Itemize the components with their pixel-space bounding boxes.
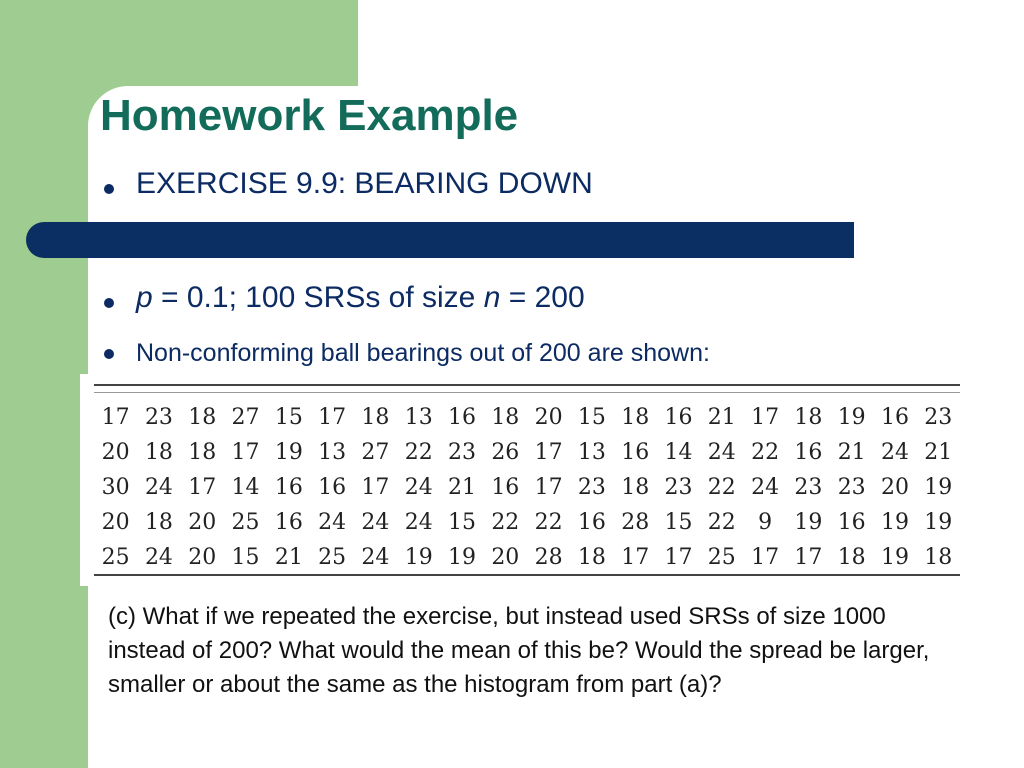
table-cell: 17 xyxy=(361,475,390,500)
table-cell: 30 xyxy=(101,475,130,500)
table-cell: 28 xyxy=(534,545,563,570)
bullet-exercise xyxy=(104,164,593,204)
table-cell: 24 xyxy=(318,510,347,535)
table-cell: 18 xyxy=(577,545,606,570)
table-cell: 17 xyxy=(751,405,780,430)
table-row xyxy=(94,435,960,470)
table-cell: 19 xyxy=(924,510,953,535)
table-cell: 23 xyxy=(144,405,173,430)
table-row xyxy=(94,470,960,505)
table-cell: 18 xyxy=(144,510,173,535)
n-value-text: = 200 xyxy=(500,281,585,314)
table-cell: 21 xyxy=(837,440,866,465)
table-cell: 19 xyxy=(448,545,477,570)
table-cell: 24 xyxy=(751,475,780,500)
table-cell: 22 xyxy=(707,475,736,500)
table-cell: 16 xyxy=(621,440,650,465)
table-cell: 16 xyxy=(448,405,477,430)
bullet-text xyxy=(136,278,585,318)
bullet-text: Non-conforming ball bearings out of 200 are shown: xyxy=(136,339,710,367)
table-cell: 18 xyxy=(361,405,390,430)
table-cell: 21 xyxy=(274,545,303,570)
table-row xyxy=(94,400,960,435)
table-cell: 16 xyxy=(837,510,866,535)
table-cell: 17 xyxy=(534,440,563,465)
table-cell: 20 xyxy=(534,405,563,430)
table-cell: 18 xyxy=(621,405,650,430)
table-cell: 17 xyxy=(794,545,823,570)
table-cell: 9 xyxy=(758,510,773,535)
table-cell: 24 xyxy=(880,440,909,465)
data-grid xyxy=(94,400,960,575)
table-cell: 16 xyxy=(318,475,347,500)
table-cell: 18 xyxy=(188,440,217,465)
table-cell: 19 xyxy=(794,510,823,535)
table-cell: 18 xyxy=(144,440,173,465)
table-cell: 28 xyxy=(621,510,650,535)
bullet-description xyxy=(104,336,710,370)
table-cell: 20 xyxy=(188,545,217,570)
table-cell: 13 xyxy=(577,440,606,465)
table-cell: 18 xyxy=(621,475,650,500)
question-text: (c) What if we repeated the exercise, but instead used SRSs of size 1000 instead of 200? What would the mean of this be? Would the spread be larger, smaller or about the same as the histogram from part (a)? xyxy=(108,603,930,698)
table-cell: 16 xyxy=(491,475,520,500)
table-cell: 16 xyxy=(577,510,606,535)
table-cell: 20 xyxy=(101,510,130,535)
table-cell: 13 xyxy=(404,405,433,430)
table-cell: 27 xyxy=(231,405,260,430)
table-rule xyxy=(94,574,960,576)
table-cell: 23 xyxy=(794,475,823,500)
table-cell: 17 xyxy=(621,545,650,570)
table-cell: 25 xyxy=(707,545,736,570)
table-cell: 23 xyxy=(837,475,866,500)
table-cell: 24 xyxy=(707,440,736,465)
table-rule xyxy=(94,392,960,393)
top-background xyxy=(358,0,1024,86)
table-cell: 17 xyxy=(188,475,217,500)
table-cell: 24 xyxy=(144,475,173,500)
table-cell: 16 xyxy=(880,405,909,430)
p-symbol: p xyxy=(136,281,153,314)
bullet-dot-icon xyxy=(104,184,114,194)
table-cell: 16 xyxy=(274,510,303,535)
table-cell: 23 xyxy=(448,440,477,465)
table-cell: 18 xyxy=(924,545,953,570)
table-cell: 14 xyxy=(231,475,260,500)
table-cell: 20 xyxy=(188,510,217,535)
table-cell: 19 xyxy=(837,405,866,430)
table-cell: 25 xyxy=(231,510,260,535)
table-cell: 24 xyxy=(144,545,173,570)
data-table-image xyxy=(80,374,970,586)
table-cell: 25 xyxy=(318,545,347,570)
table-cell: 19 xyxy=(404,545,433,570)
table-cell: 19 xyxy=(924,475,953,500)
table-cell: 20 xyxy=(491,545,520,570)
table-cell: 19 xyxy=(880,545,909,570)
table-cell: 22 xyxy=(404,440,433,465)
table-cell: 19 xyxy=(274,440,303,465)
table-cell: 17 xyxy=(664,545,693,570)
table-cell: 16 xyxy=(664,405,693,430)
table-cell: 17 xyxy=(231,440,260,465)
table-cell: 25 xyxy=(101,545,130,570)
table-cell: 24 xyxy=(404,475,433,500)
table-cell: 20 xyxy=(880,475,909,500)
bullet-text: EXERCISE 9.9: BEARING DOWN xyxy=(136,167,593,200)
table-cell: 18 xyxy=(794,405,823,430)
bullet-dot-icon xyxy=(104,349,114,359)
table-cell: 15 xyxy=(577,405,606,430)
slide-title: Homework Example xyxy=(100,91,519,140)
table-cell: 13 xyxy=(318,440,347,465)
table-cell: 21 xyxy=(707,405,736,430)
table-cell: 23 xyxy=(577,475,606,500)
table-cell: 27 xyxy=(361,440,390,465)
table-cell: 17 xyxy=(318,405,347,430)
table-cell: 22 xyxy=(491,510,520,535)
table-cell: 16 xyxy=(274,475,303,500)
table-row xyxy=(94,505,960,540)
table-cell: 17 xyxy=(751,545,780,570)
table-cell: 15 xyxy=(274,405,303,430)
table-cell: 24 xyxy=(404,510,433,535)
table-cell: 22 xyxy=(534,510,563,535)
bullet-parameters xyxy=(104,278,585,318)
table-cell: 19 xyxy=(880,510,909,535)
p-value-text: = 0.1; 100 SRSs of size xyxy=(152,281,484,314)
table-cell: 24 xyxy=(361,510,390,535)
n-symbol: n xyxy=(483,281,501,314)
table-cell: 24 xyxy=(361,545,390,570)
table-cell: 18 xyxy=(491,405,520,430)
table-cell: 14 xyxy=(664,440,693,465)
divider-bar xyxy=(26,222,854,258)
bullet-dot-icon xyxy=(104,298,114,308)
table-cell: 21 xyxy=(448,475,477,500)
table-cell: 17 xyxy=(101,405,130,430)
table-cell: 23 xyxy=(924,405,953,430)
table-cell: 20 xyxy=(101,440,130,465)
table-cell: 17 xyxy=(534,475,563,500)
table-cell: 22 xyxy=(751,440,780,465)
table-cell: 26 xyxy=(491,440,520,465)
table-cell: 23 xyxy=(664,475,693,500)
table-cell: 15 xyxy=(231,545,260,570)
table-cell: 21 xyxy=(924,440,953,465)
table-cell: 22 xyxy=(707,510,736,535)
table-cell: 18 xyxy=(188,405,217,430)
table-rule xyxy=(94,384,960,386)
table-cell: 18 xyxy=(837,545,866,570)
table-cell: 16 xyxy=(794,440,823,465)
table-cell: 15 xyxy=(664,510,693,535)
table-cell: 15 xyxy=(448,510,477,535)
table-row xyxy=(94,540,960,575)
